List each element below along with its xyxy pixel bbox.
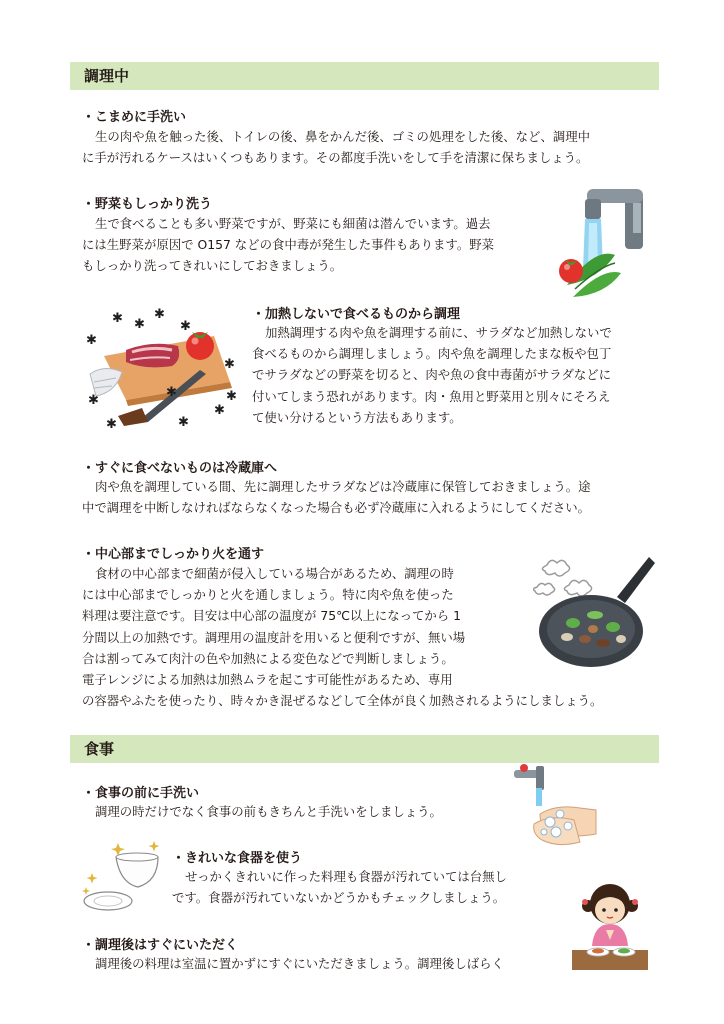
para-refrigerate: [82, 476, 591, 518]
para-cook-thoroughly: [82, 563, 602, 711]
heading-handwash-before-meal: ・食事の前に手洗い: [82, 786, 200, 801]
para-line: 調理後の料理は室温に置かずにすぐにいただきましょう。調理後しばらく: [95, 956, 504, 971]
para-line: には中心部までしっかりと火を通しましょう。特に肉や魚を使った: [82, 587, 454, 603]
svg-text:✱: ✱: [166, 385, 177, 400]
para-handwash-before-meal: [82, 801, 442, 822]
svg-text:✱: ✱: [154, 307, 165, 322]
para-line: 付いてしまう恐れがあります。肉・魚用と野菜用と別々にそろえ: [252, 388, 611, 404]
para-line: の容器やふたを使ったり、時々かき混ぜるなどして全体が良く加熱されるようにしましょう。: [82, 693, 603, 709]
cutting-board-illustration: [82, 300, 240, 430]
heading-uncooked-first: ・加熱しないで食べるものから調理: [252, 307, 461, 322]
para-line: 料理は要注意です。目安は中心部の温度が 75℃以上になってから 1: [82, 608, 461, 624]
heading-eat-promptly: ・調理後はすぐにいただく: [82, 938, 239, 953]
heading-clean-dishes: ・きれいな食器を使う: [172, 851, 303, 866]
para-line: 食べるものから調理しましょう。肉や魚を調理したまな板や包丁: [252, 346, 612, 362]
para-line: に手が汚れるケースはいくつもあります。その都度手洗いをして手を清潔に保ちましょう。: [82, 150, 589, 166]
svg-text:✱: ✱: [224, 357, 235, 372]
frying-pan-illustration: [533, 553, 658, 675]
svg-text:✱: ✱: [88, 393, 99, 408]
svg-text:✱: ✱: [214, 403, 225, 418]
para-wash-vegetables: [82, 213, 494, 277]
para-line: 肉や魚を調理している間、先に調理したサラダなどは冷蔵庫に保管しておきましょう。途: [95, 479, 591, 494]
section-title-cooking: 調理中: [70, 62, 659, 90]
girl-eating-illustration: [570, 872, 650, 972]
svg-text:✱: ✱: [86, 333, 97, 348]
heading-handwash: ・こまめに手洗い: [82, 110, 187, 125]
svg-text:✱: ✱: [134, 317, 145, 332]
para-handwash: [82, 126, 590, 168]
para-line: 生の肉や魚を触った後、トイレの後、鼻をかんだ後、ゴミの処理をした後、など、調理中: [95, 129, 591, 144]
para-line: 合は割ってみて肉汁の色や加熱による変色などで判断しましょう。: [82, 650, 454, 666]
handwash-illustration: [510, 764, 600, 850]
para-line: せっかくきれいに作った料理も食器が汚れていては台無し: [185, 869, 507, 884]
para-line: て使い分けるという方法もあります。: [252, 409, 462, 425]
svg-text:✱: ✱: [226, 389, 237, 404]
section-title-meal: 食事: [70, 735, 659, 763]
heading-wash-vegetables: ・野菜もしっかり洗う: [82, 197, 213, 212]
para-line: 電子レンジによる加熱は加熱ムラを起こす可能性があるため、専用: [82, 672, 453, 688]
para-clean-dishes: [172, 866, 507, 908]
para-line: もしっかり洗ってきれいにしておきましょう。: [82, 258, 343, 274]
clean-bowl-illustration: [78, 837, 168, 917]
para-line: です。食器が汚れていないかどうかもチェックしましょう。: [172, 890, 506, 906]
para-line: 加熱調理する肉や魚を調理する前に、サラダなど加熱しないで: [265, 325, 612, 340]
para-line: 食材の中心部まで細菌が侵入している場合があるため、調理の時: [95, 566, 454, 581]
para-line: 調理の時だけでなく食事の前もきちんと手洗いをしましょう。: [95, 804, 442, 819]
heading-cook-thoroughly: ・中心部までしっかり火を通す: [82, 547, 265, 562]
svg-text:✱: ✱: [106, 417, 117, 430]
svg-text:✱: ✱: [178, 415, 189, 430]
para-line: でサラダなどの野菜を切ると、肉や魚の食中毒菌がサラダなどに: [252, 367, 612, 383]
para-eat-promptly: [82, 953, 504, 974]
para-line: 分間以上の加熱です。調理用の温度計を用いると便利ですが、無い場: [82, 629, 466, 645]
para-line: 中で調理を中断しなければならなくなった場合も必ず冷蔵庫に入れるようにしてください。: [82, 500, 591, 516]
para-line: には生野菜が原因で O157 などの食中毒が発生した事件もあります。野菜: [82, 237, 495, 253]
heading-refrigerate: ・すぐに食べないものは冷蔵庫へ: [82, 461, 278, 476]
para-line: 生で食べることも多い野菜ですが、野菜にも細菌は潜んでいます。過去: [95, 216, 491, 231]
svg-text:✱: ✱: [180, 319, 191, 334]
svg-text:✱: ✱: [112, 311, 123, 326]
faucet-vegetables-illustration: [555, 183, 655, 303]
para-uncooked-first: [252, 322, 612, 428]
